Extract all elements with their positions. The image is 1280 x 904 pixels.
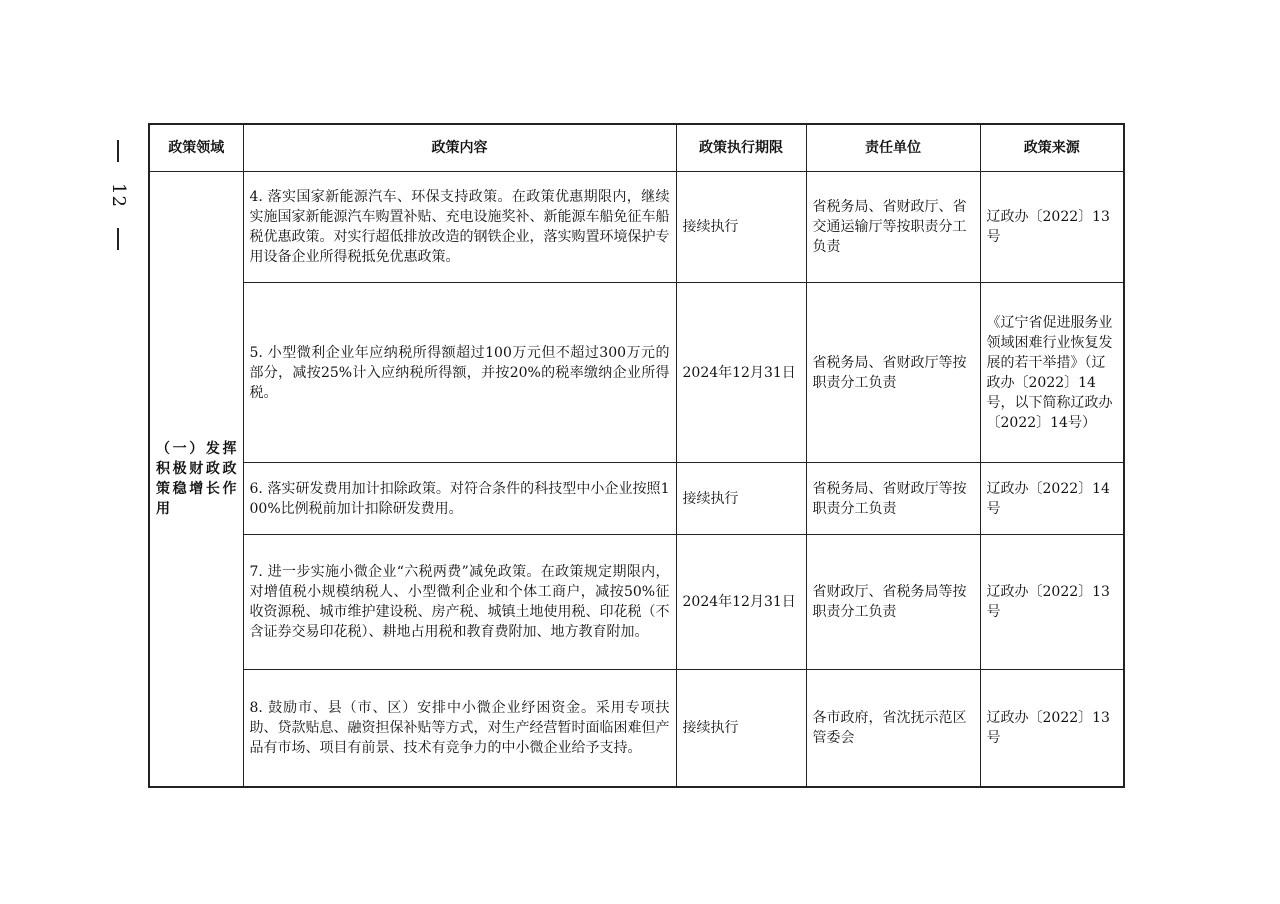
header-responsible-unit: 责任单位 — [806, 124, 980, 172]
policy-period-cell: 2024年12月31日 — [676, 283, 806, 463]
responsible-unit-cell: 省税务局、省财政厅等按职责分工负责 — [806, 283, 980, 463]
policy-period-cell: 接续执行 — [676, 670, 806, 787]
policy-table — [148, 123, 1125, 788]
policy-area-cell: （一）发挥积极财政政策稳增长作用 — [149, 172, 243, 787]
policy-content-cell: 4. 落实国家新能源汽车、环保支持政策。在政策优惠期限内，继续实施国家新能源汽车购置补贴、充电设施奖补、新能源车船免征车船税优惠政策。对实行超低排放改造的钢铁企业，落实购置环境保护专用设备企业所得税抵免优惠政策。 — [243, 172, 676, 283]
responsible-unit-cell: 各市政府，省沈抚示范区管委会 — [806, 670, 980, 787]
policy-content-cell: 5. 小型微利企业年应纳税所得额超过100万元但不超过300万元的部分，减按25%计入应纳税所得额，并按20%的税率缴纳企业所得税。 — [243, 283, 676, 463]
table-row — [149, 283, 1124, 463]
table-row — [149, 172, 1124, 283]
responsible-unit-cell: 省税务局、省财政厅、省交通运输厅等按职责分工负责 — [806, 172, 980, 283]
table-header-row — [149, 124, 1124, 172]
policy-source-cell: 《辽宁省促进服务业领域困难行业恢复发展的若干举措》（辽政办〔2022〕14号，以下简称辽政办〔2022〕14号） — [980, 283, 1124, 463]
header-policy-content: 政策内容 — [243, 124, 676, 172]
page-number-dash-bottom — [117, 228, 119, 250]
policy-period-cell: 接续执行 — [676, 172, 806, 283]
policy-content-cell: 7. 进一步实施小微企业“六税两费”减免政策。在政策规定期限内，对增值税小规模纳税人、小型微利企业和个体工商户，减按50%征收资源税、城市维护建设税、房产税、城镇土地使用税、印花税（不含证券交易印花税）、耕地占用税和教育费附加、地方教育附加。 — [243, 535, 676, 670]
responsible-unit-cell: 省财政厅、省税务局等按职责分工负责 — [806, 535, 980, 670]
policy-source-cell: 辽政办〔2022〕13号 — [980, 535, 1124, 670]
header-policy-period: 政策执行期限 — [676, 124, 806, 172]
policy-content-cell: 6. 落实研发费用加计扣除政策。对符合条件的科技型中小企业按照100%比例税前加计扣除研发费用。 — [243, 463, 676, 535]
policy-content-cell: 8. 鼓励市、县（市、区）安排中小微企业纾困资金。采用专项扶助、贷款贴息、融资担保补贴等方式，对生产经营暂时面临困难但产品有市场、项目有前景、技术有竞争力的中小微企业给予支持。 — [243, 670, 676, 787]
table-row — [149, 463, 1124, 535]
page-number-dash-top — [117, 140, 119, 162]
policy-source-cell: 辽政办〔2022〕13号 — [980, 670, 1124, 787]
policy-source-cell: 辽政办〔2022〕13号 — [980, 172, 1124, 283]
table-row — [149, 535, 1124, 670]
header-policy-source: 政策来源 — [980, 124, 1124, 172]
page-number — [98, 140, 138, 250]
page-number-text: 12 — [107, 182, 129, 208]
responsible-unit-cell: 省税务局、省财政厅等按职责分工负责 — [806, 463, 980, 535]
policy-period-cell: 2024年12月31日 — [676, 535, 806, 670]
policy-period-cell: 接续执行 — [676, 463, 806, 535]
table-row — [149, 670, 1124, 787]
policy-source-cell: 辽政办〔2022〕14号 — [980, 463, 1124, 535]
header-policy-area: 政策领域 — [149, 124, 243, 172]
